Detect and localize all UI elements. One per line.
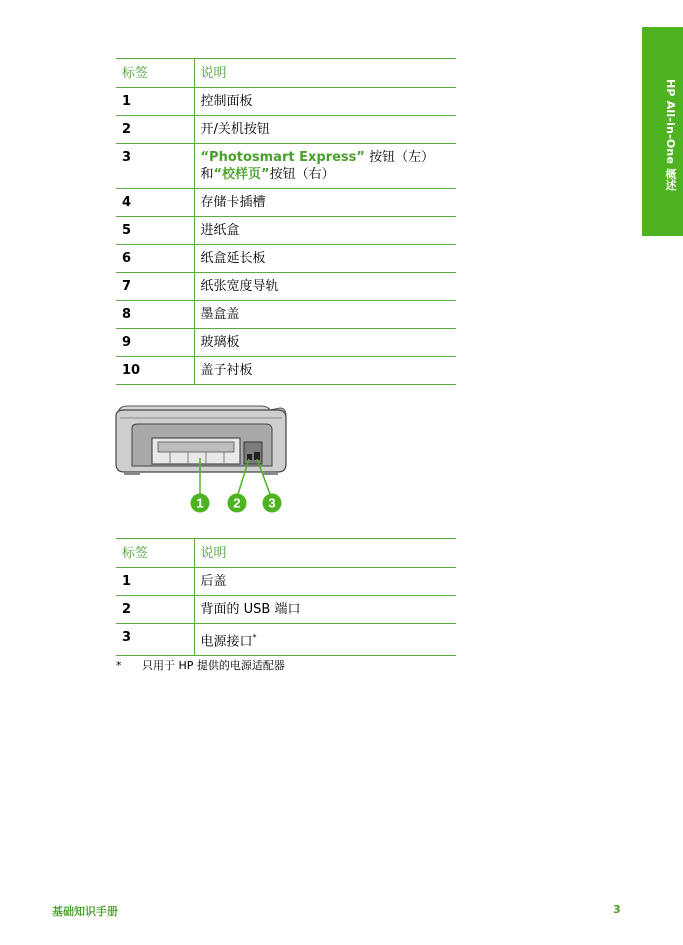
callout-1-number: 1 — [196, 495, 204, 511]
row-description: 纸张宽度导轨 — [194, 273, 456, 301]
table-row — [116, 116, 456, 144]
parts-table-front — [116, 58, 456, 385]
row-label: 2 — [116, 116, 194, 144]
row-description: 纸盒延长板 — [194, 245, 456, 273]
table-row — [116, 568, 456, 596]
row-label: 6 — [116, 245, 194, 273]
header-label: 标签 — [116, 539, 194, 568]
desc-text: 电源接口 — [200, 634, 253, 650]
table-row — [116, 245, 456, 273]
desc-text: 按钮（左） — [364, 150, 435, 165]
row-label: 4 — [116, 189, 194, 217]
table-row — [116, 301, 456, 329]
header-label: 标签 — [116, 59, 194, 88]
header-description: 说明 — [194, 59, 456, 88]
header-description: 说明 — [194, 539, 456, 568]
row-label: 2 — [116, 596, 194, 624]
chapter-side-tab — [642, 27, 683, 236]
row-description — [194, 624, 456, 656]
power-port — [254, 452, 260, 460]
table-row — [116, 88, 456, 116]
row-description: 背面的 USB 端口 — [194, 596, 456, 624]
row-label: 1 — [116, 88, 194, 116]
row-description: 控制面板 — [194, 88, 456, 116]
table-row — [116, 217, 456, 245]
rear-cover-slot — [158, 442, 234, 452]
table-header-row — [116, 59, 456, 88]
footnote — [116, 657, 285, 673]
row-description: 墨盒盖 — [194, 301, 456, 329]
table-row — [116, 329, 456, 357]
footer-page-number: 3 — [613, 903, 621, 916]
footnote-text: 只用于 HP 提供的电源适配器 — [142, 659, 285, 672]
row-description — [194, 144, 456, 189]
footnote-mark: * — [116, 659, 122, 672]
table-row — [116, 189, 456, 217]
row-description: 玻璃板 — [194, 329, 456, 357]
row-label: 8 — [116, 301, 194, 329]
row-description: 后盖 — [194, 568, 456, 596]
row-label: 10 — [116, 357, 194, 385]
row-description: 进纸盒 — [194, 217, 456, 245]
chapter-side-tab-text: HP All-in-One 概述 — [664, 79, 677, 191]
row-label: 9 — [116, 329, 194, 357]
footer-manual-title: 基础知识手册 — [52, 905, 118, 918]
row-label: 3 — [116, 144, 194, 189]
table-row — [116, 596, 456, 624]
printer-rear-illustration — [110, 402, 300, 520]
row-label: 5 — [116, 217, 194, 245]
table-row — [116, 144, 456, 189]
desc-text: 按钮（右） — [269, 167, 335, 182]
parts-table-rear — [116, 538, 456, 656]
row-label: 7 — [116, 273, 194, 301]
callout-2-number: 2 — [233, 495, 241, 511]
usb-port — [247, 454, 252, 460]
row-label: 3 — [116, 624, 194, 656]
table-row — [116, 273, 456, 301]
desc-text: 和 — [200, 167, 214, 182]
proof-page-term: “校样页” — [213, 167, 270, 182]
footnote-marker: * — [252, 633, 257, 642]
photosmart-express-term: “Photosmart Express” — [200, 150, 365, 165]
row-description: 开/关机按钮 — [194, 116, 456, 144]
table-header-row — [116, 539, 456, 568]
table-row — [116, 624, 456, 656]
row-label: 1 — [116, 568, 194, 596]
row-description: 盖子衬板 — [194, 357, 456, 385]
table-row — [116, 357, 456, 385]
row-description: 存储卡插槽 — [194, 189, 456, 217]
callout-3-number: 3 — [268, 495, 276, 511]
